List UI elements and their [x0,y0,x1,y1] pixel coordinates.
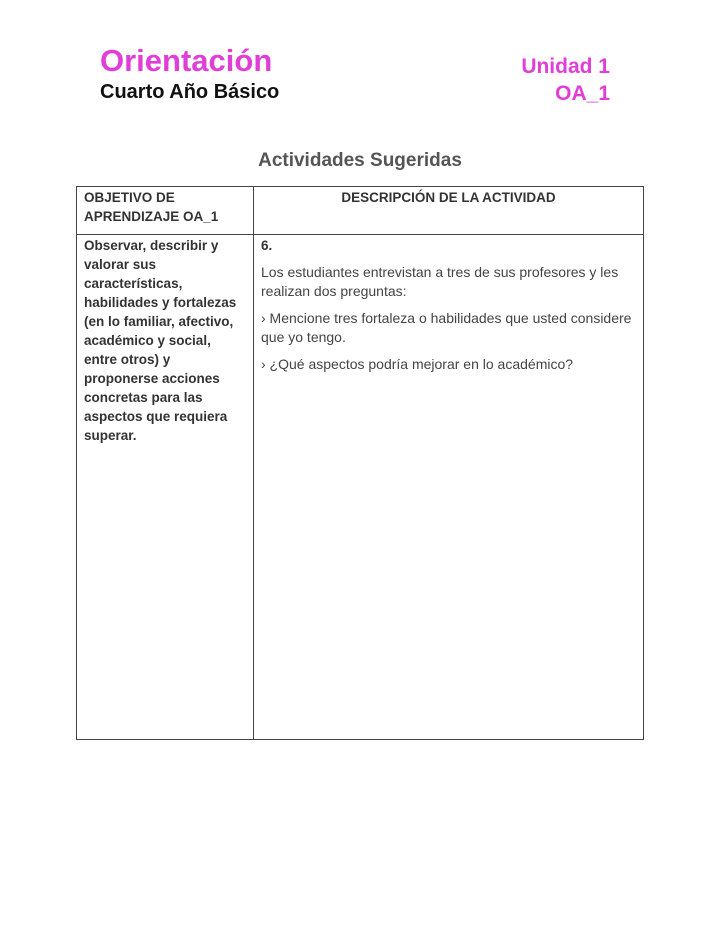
activity-question-2: › ¿Qué aspectos podría mejorar en lo académico? [261,356,574,372]
document-header-right [521,53,610,107]
objective-code: OA_1 [555,82,610,105]
activity-intro: Los estudiantes entrevistan a tres de sus profesores y les realizan dos preguntas: [261,264,619,299]
table-header-row [77,187,644,235]
table-row [77,235,644,740]
grade-title: Cuarto Año Básico [100,81,280,103]
header-objective: OBJETIVO DE APRENDIZAJE OA_1 [77,187,254,235]
activity-table [76,186,644,740]
objective-text: Observar, describir y valorar sus características, habilidades y fortalezas (en lo familiar, afectivo, académico y social, entre otros) y proponerse acciones concretas para las aspectos que requiera superar. [77,235,254,740]
activity-question-1: › Mencione tres fortaleza o habilidades que usted considere que yo tengo. [261,310,632,345]
section-title: Actividades Sugeridas [258,150,462,171]
activity-number: 6. [261,238,273,253]
subject-title: Orientación [100,43,273,78]
unit-label: Unidad 1 [521,55,610,78]
header-description: DESCRIPCIÓN DE LA ACTIVIDAD [254,187,644,235]
activity-description [254,235,644,740]
document-header-left [100,43,279,104]
